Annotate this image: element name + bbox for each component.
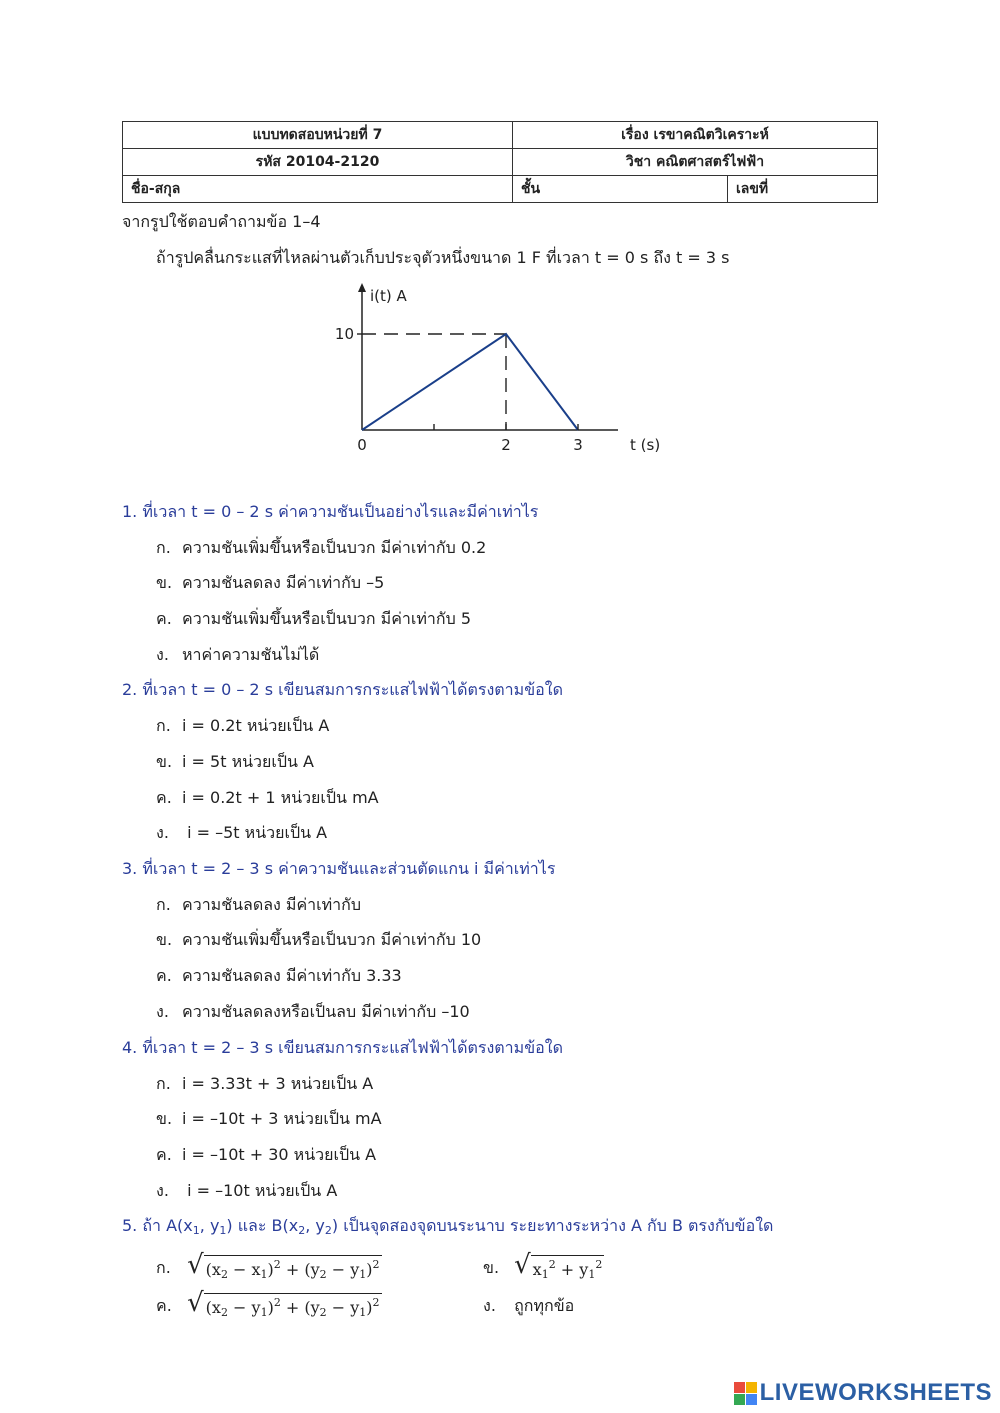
option-text: ความชันเพิ่มขึ้นหรือเป็นบวก มีค่าเท่ากับ 5	[182, 609, 472, 628]
option-label: ข.	[156, 752, 173, 771]
option-label: ข.	[156, 573, 173, 592]
option-label: ง.	[156, 823, 169, 842]
distance-formula-b: √ $x_1^2 + y_1^2$	[514, 1250, 603, 1281]
q3-option-a[interactable]	[156, 893, 361, 918]
option-text: ความชันลดลง มีค่าเท่ากับ	[182, 895, 361, 914]
q3-option-d[interactable]	[156, 1000, 470, 1025]
intro-line-1: จากรูปใช้ตอบคำถามข้อ 1–4	[122, 212, 321, 231]
q3-option-c[interactable]	[156, 964, 402, 989]
y-axis-arrow	[358, 283, 366, 292]
option-label: ข.	[156, 1109, 173, 1128]
option-label: ค.	[156, 966, 172, 985]
student-number-field[interactable]: เลขที่	[728, 176, 878, 203]
course-code: รหัส 20104-2120	[123, 149, 513, 176]
q4-option-b[interactable]	[156, 1107, 382, 1132]
q5-option-c[interactable]	[156, 1290, 382, 1319]
option-text: i = 0.2t หน่วยเป็น A	[182, 716, 330, 735]
option-text: ความชันลดลงหรือเป็นลบ มีค่าเท่ากับ –10	[182, 1002, 470, 1021]
class-field[interactable]: ชั้น	[513, 176, 728, 203]
student-name-field[interactable]: ชื่อ-สกุล	[123, 176, 513, 203]
question-1: 1. ที่เวลา t = 0 – 2 s ค่าความชันเป็นอย่างไรและมีค่าเท่าไร	[122, 502, 539, 521]
q2-option-a[interactable]	[156, 714, 329, 739]
y-axis-label: i(t) A	[370, 287, 407, 305]
x-tick-label: 3	[573, 436, 583, 454]
option-text: i = –10t หน่วยเป็น A	[182, 1181, 338, 1200]
option-label: ก.	[156, 1258, 171, 1277]
x-tick-label: 2	[501, 436, 511, 454]
distance-formula-c: √ $(x_2 - y_1)^2 + (y_2 - y_1)^2$	[187, 1288, 380, 1319]
option-text: ความชันเพิ่มขึ้นหรือเป็นบวก มีค่าเท่ากับ 10	[182, 930, 482, 949]
q5-option-d[interactable]	[483, 1294, 574, 1319]
x-axis-label: t (s)	[630, 436, 661, 454]
question-4: 4. ที่เวลา t = 2 – 3 s เขียนสมการกระแสไฟฟ้าได้ตรงตามข้อใด	[122, 1038, 563, 1057]
q1-option-c[interactable]	[156, 607, 471, 632]
topic-title: เรื่อง เรขาคณิตวิเคราะห์	[513, 122, 878, 149]
unit-title: แบบทดสอบหน่วยที่ 7	[123, 122, 513, 149]
option-label: ง.	[483, 1296, 496, 1315]
option-text: i = 5t หน่วยเป็น A	[182, 752, 314, 771]
question-5: 5. ถ้า $A(x_1$, $y_1$) และ $B(x_2$, $y_2$) เป็นจุดสองจุดบนระนาบ ระยะทางระหว่าง A กับ B ตรงกับข้อใด	[122, 1216, 774, 1237]
option-label: ง.	[156, 1002, 169, 1021]
option-label: ค.	[156, 788, 172, 807]
intro-line-2: ถ้ารูปคลื่นกระแสที่ไหลผ่านตัวเก็บประจุตัวหนึ่งขนาด 1 F ที่เวลา t = 0 s ถึง t = 3 s	[156, 248, 730, 267]
y-tick-label: 10	[334, 325, 354, 343]
option-label: ก.	[156, 716, 171, 735]
header-table	[122, 121, 878, 203]
option-text: i = 3.33t + 3 หน่วยเป็น A	[182, 1074, 374, 1093]
question-2: 2. ที่เวลา t = 0 – 2 s เขียนสมการกระแสไฟฟ้าได้ตรงตามข้อใด	[122, 680, 563, 699]
distance-formula-correct: √ $(x_2 - x_1)^2 + (y_2 - y_1)^2$	[187, 1250, 380, 1281]
option-label: ก.	[156, 895, 171, 914]
option-label: ค.	[156, 609, 172, 628]
brand-name: LIVEWORKSHEETS	[759, 1379, 992, 1406]
q1-option-a[interactable]	[156, 536, 486, 561]
option-label: ค.	[156, 1145, 172, 1164]
q2-option-b[interactable]	[156, 750, 314, 775]
option-label: ง.	[156, 645, 169, 664]
option-label: ก.	[156, 538, 171, 557]
q4-option-d[interactable]	[156, 1179, 337, 1204]
option-label: ข.	[156, 930, 173, 949]
q4-option-a[interactable]	[156, 1072, 373, 1097]
question-3: 3. ที่เวลา t = 2 – 3 s ค่าความชันและส่วนตัดแกน i มีค่าเท่าไร	[122, 859, 556, 878]
q5-option-a[interactable]	[156, 1252, 382, 1281]
option-text: ความชันลดลง มีค่าเท่ากับ 3.33	[182, 966, 402, 985]
q2-option-c[interactable]	[156, 786, 379, 811]
option-text: ความชันเพิ่มขึ้นหรือเป็นบวก มีค่าเท่ากับ 0.2	[182, 538, 487, 557]
series-line	[362, 334, 578, 430]
q5-option-b[interactable]	[483, 1252, 604, 1281]
option-text: i = 0.2t + 1 หน่วยเป็น mA	[182, 788, 379, 807]
current-waveform-chart	[330, 280, 670, 460]
option-text: i = –5t หน่วยเป็น A	[182, 823, 328, 842]
option-text: ความชันลดลง มีค่าเท่ากับ –5	[182, 573, 385, 592]
q3-option-b[interactable]	[156, 928, 481, 953]
liveworksheets-logo[interactable]	[734, 1379, 992, 1407]
q1-option-d[interactable]	[156, 643, 319, 668]
option-label: ก.	[156, 1074, 171, 1093]
option-label: ข.	[483, 1258, 500, 1277]
q2-option-d[interactable]	[156, 821, 327, 846]
option-label: ค.	[156, 1296, 172, 1315]
brand-icon	[734, 1382, 757, 1405]
q1-option-b[interactable]	[156, 571, 384, 596]
option-label: ง.	[156, 1181, 169, 1200]
option-text: หาค่าความชันไม่ได้	[182, 645, 320, 664]
subject-name: วิชา คณิตศาสตร์ไฟฟ้า	[513, 149, 878, 176]
x-tick-label: 0	[357, 436, 367, 454]
q4-option-c[interactable]	[156, 1143, 376, 1168]
option-text: ถูกทุกข้อ	[514, 1296, 575, 1315]
option-text: i = –10t + 30 หน่วยเป็น A	[182, 1145, 377, 1164]
option-text: i = –10t + 3 หน่วยเป็น mA	[182, 1109, 382, 1128]
